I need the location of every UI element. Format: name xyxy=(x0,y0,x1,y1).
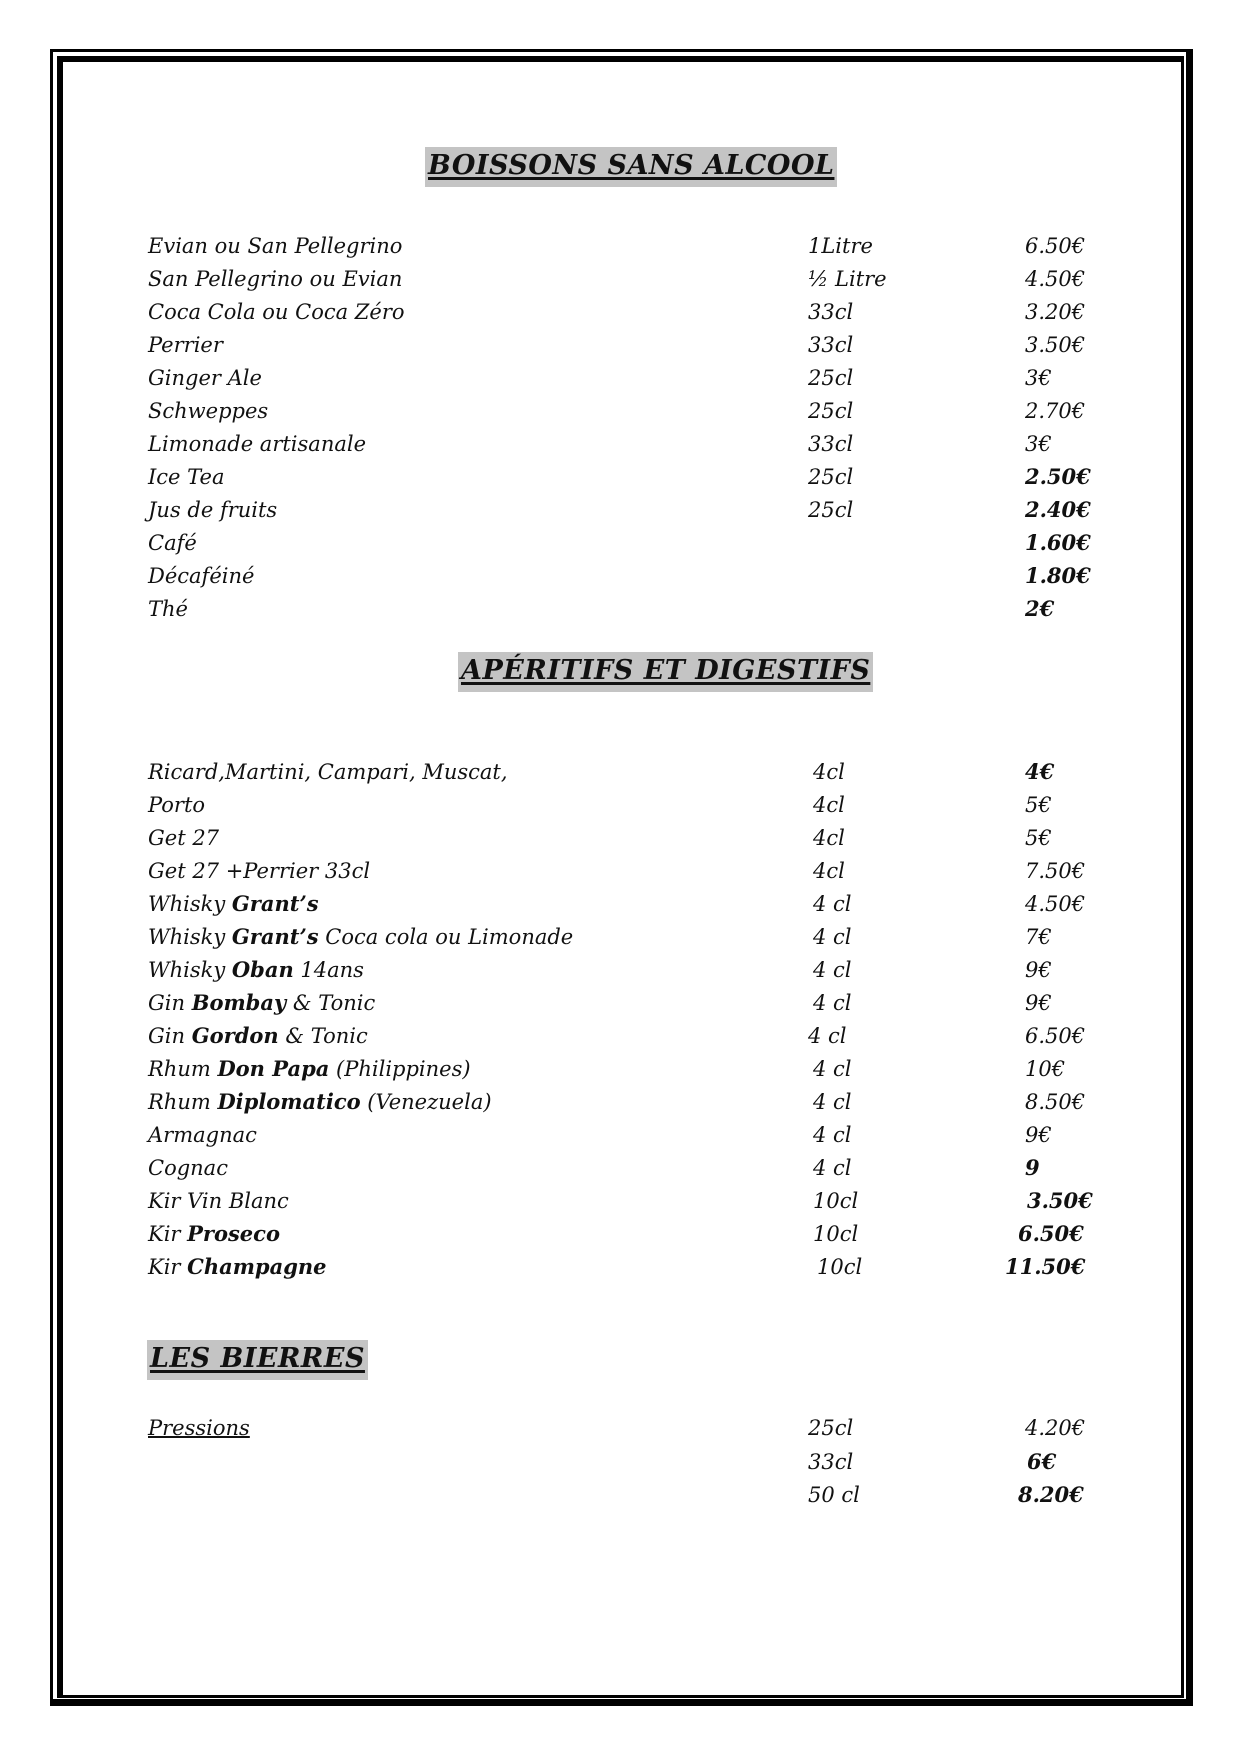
item-price: 9€ xyxy=(1025,1123,1052,1147)
menu-item xyxy=(0,496,1240,529)
item-volume: 4cl xyxy=(813,793,845,817)
item-name: Café xyxy=(148,531,197,555)
item-price: 10€ xyxy=(1025,1057,1066,1081)
item-price: 2€ xyxy=(1025,596,1055,621)
item-name: Porto xyxy=(148,793,206,817)
item-price: 2.50€ xyxy=(1025,464,1091,489)
item-price: 6.50€ xyxy=(1018,1221,1084,1246)
item-name: Cognac xyxy=(148,1156,228,1180)
item-volume: 4 cl xyxy=(813,1156,852,1180)
item-name: Evian ou San Pellegrino xyxy=(148,234,403,258)
item-price: 3.50€ xyxy=(1025,333,1086,357)
item-price: 2.40€ xyxy=(1025,497,1091,522)
item-volume: 25cl xyxy=(808,1416,854,1440)
item-price: 9€ xyxy=(1025,958,1052,982)
section-title-aperitifs: APÉRITIFS ET DIGESTIFS xyxy=(458,652,873,692)
item-name: Schweppes xyxy=(148,399,269,423)
item-name: Kir Proseco xyxy=(148,1221,280,1246)
menu-item xyxy=(0,857,1240,890)
brand-name: Proseco xyxy=(187,1221,280,1246)
item-price: 4.50€ xyxy=(1025,892,1086,916)
item-volume: 33cl xyxy=(808,300,854,324)
menu-item xyxy=(0,1022,1240,1055)
menu-item xyxy=(0,1220,1240,1253)
menu-item xyxy=(0,989,1240,1022)
menu-item xyxy=(0,298,1240,331)
item-volume: 50 cl xyxy=(808,1483,860,1507)
menu-item xyxy=(0,1121,1240,1154)
menu-item xyxy=(0,956,1240,989)
item-price: 6.50€ xyxy=(1025,1024,1086,1048)
item-volume: 25cl xyxy=(808,465,854,489)
menu-item xyxy=(0,397,1240,430)
item-price: 3€ xyxy=(1025,432,1052,456)
menu-item xyxy=(0,1481,1240,1514)
brand-name: Diplomatico xyxy=(217,1089,361,1114)
item-price: 5€ xyxy=(1025,793,1052,817)
menu-item xyxy=(0,1253,1240,1286)
section-title-soft-drinks: BOISSONS SANS ALCOOL xyxy=(425,147,837,187)
menu-item xyxy=(0,562,1240,595)
item-price: 1.60€ xyxy=(1025,530,1091,555)
item-name: Gin Gordon & Tonic xyxy=(148,1023,368,1048)
item-volume: 33cl xyxy=(808,333,854,357)
item-name: Rhum Don Papa (Philippines) xyxy=(148,1056,471,1081)
menu-item xyxy=(0,364,1240,397)
item-name: Whisky Grant’s xyxy=(148,891,319,916)
item-price: 11.50€ xyxy=(1005,1254,1086,1279)
menu-item xyxy=(0,758,1240,791)
menu-item xyxy=(0,595,1240,628)
item-price: 3.50€ xyxy=(1027,1188,1093,1213)
item-price: 4€ xyxy=(1025,759,1055,784)
item-volume: 10cl xyxy=(813,1189,859,1213)
item-price: 3.20€ xyxy=(1025,300,1086,324)
item-volume: 4cl xyxy=(813,859,845,883)
item-name: Jus de fruits xyxy=(148,498,278,522)
item-name: Ginger Ale xyxy=(148,366,262,390)
menu-item xyxy=(0,1088,1240,1121)
menu-item xyxy=(0,923,1240,956)
item-price: 8.20€ xyxy=(1018,1482,1084,1507)
item-name: San Pellegrino ou Evian xyxy=(148,267,403,291)
brand-name: Don Papa xyxy=(217,1056,330,1081)
item-volume: 4 cl xyxy=(813,1090,852,1114)
item-volume: 25cl xyxy=(808,399,854,423)
menu-item xyxy=(0,791,1240,824)
item-price: 5€ xyxy=(1025,826,1052,850)
item-price: 3€ xyxy=(1025,366,1052,390)
item-price: 4.50€ xyxy=(1025,267,1086,291)
item-price: 9€ xyxy=(1025,991,1052,1015)
item-price: 9 xyxy=(1025,1155,1040,1180)
item-name: Get 27 +Perrier 33cl xyxy=(148,859,371,883)
menu-item xyxy=(0,331,1240,364)
item-name: Ice Tea xyxy=(148,465,225,489)
item-price: 8.50€ xyxy=(1025,1090,1086,1114)
item-name: Whisky Oban 14ans xyxy=(148,957,364,982)
menu-item xyxy=(0,529,1240,562)
section-title-beers: LES BIERRES xyxy=(147,1340,368,1380)
item-volume: 10cl xyxy=(817,1255,863,1279)
item-price: 7.50€ xyxy=(1025,859,1086,883)
item-name: Gin Bombay & Tonic xyxy=(148,990,376,1015)
item-volume: 1Litre xyxy=(808,234,873,258)
menu-item xyxy=(0,1448,1240,1481)
menu-item xyxy=(0,1055,1240,1088)
brand-name: Champagne xyxy=(187,1254,327,1279)
menu-item xyxy=(0,232,1240,265)
item-price: 1.80€ xyxy=(1025,563,1091,588)
brand-name: Oban xyxy=(231,957,294,982)
item-name: Whisky Grant’s Coca cola ou Limonade xyxy=(148,924,574,949)
item-category: Pressions xyxy=(148,1416,250,1440)
item-volume: 25cl xyxy=(808,366,854,390)
item-volume: 4 cl xyxy=(813,1123,852,1147)
item-volume: ½ Litre xyxy=(808,267,887,291)
item-name: Limonade artisanale xyxy=(148,432,367,456)
brand-name: Gordon xyxy=(191,1023,279,1048)
item-volume: 10cl xyxy=(813,1222,859,1246)
item-volume: 4 cl xyxy=(813,991,852,1015)
item-name: Coca Cola ou Coca Zéro xyxy=(148,300,405,324)
item-volume: 4cl xyxy=(813,826,845,850)
item-price: 7€ xyxy=(1025,925,1052,949)
item-price: 6€ xyxy=(1027,1449,1057,1474)
item-volume: 4 cl xyxy=(813,1057,852,1081)
item-volume: 33cl xyxy=(808,1450,854,1474)
menu-item xyxy=(0,1154,1240,1187)
item-volume: 4cl xyxy=(813,760,845,784)
menu-item xyxy=(0,430,1240,463)
item-volume: 4 cl xyxy=(813,925,852,949)
item-name: Décaféiné xyxy=(148,564,255,588)
item-volume: 4 cl xyxy=(808,1024,847,1048)
item-name: Ricard,Martini, Campari, Muscat, xyxy=(148,760,508,784)
item-name: Kir Vin Blanc xyxy=(148,1189,289,1213)
menu-item xyxy=(0,890,1240,923)
menu-item xyxy=(0,824,1240,857)
item-price: 6.50€ xyxy=(1025,234,1086,258)
item-volume: 4 cl xyxy=(813,958,852,982)
item-volume: 25cl xyxy=(808,498,854,522)
item-name: Perrier xyxy=(148,333,223,357)
menu-item xyxy=(0,265,1240,298)
item-name: Armagnac xyxy=(148,1123,257,1147)
menu-item xyxy=(0,1187,1240,1220)
item-price: 4.20€ xyxy=(1025,1416,1086,1440)
item-volume: 4 cl xyxy=(813,892,852,916)
menu-item xyxy=(0,463,1240,496)
item-price: 2.70€ xyxy=(1025,399,1086,423)
brand-name: Grant’s xyxy=(231,891,319,916)
brand-name: Bombay xyxy=(191,990,287,1015)
item-name: Kir Champagne xyxy=(148,1254,327,1279)
item-volume: 33cl xyxy=(808,432,854,456)
item-name: Get 27 xyxy=(148,826,220,850)
menu-item xyxy=(0,1414,1240,1447)
item-name: Thé xyxy=(148,597,188,621)
item-name: Rhum Diplomatico (Venezuela) xyxy=(148,1089,492,1114)
brand-name: Grant’s xyxy=(231,924,319,949)
